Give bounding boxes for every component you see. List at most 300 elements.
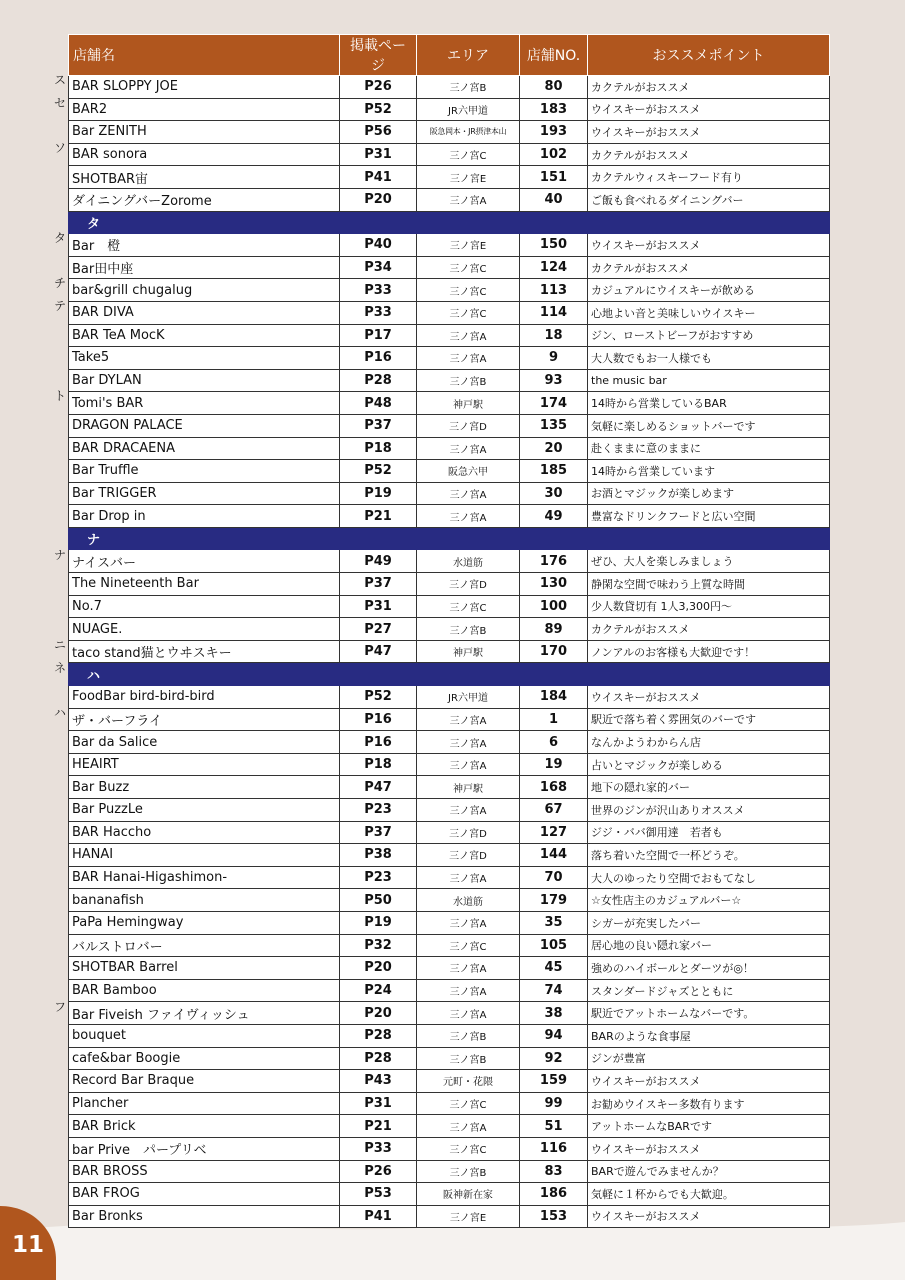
header-store-no: 店舗NO. xyxy=(520,35,588,76)
area-cell: 三ノ宮A xyxy=(417,979,520,1002)
table-row xyxy=(69,753,830,776)
store-no-cell: 185 xyxy=(520,460,588,483)
point-cell: the music bar xyxy=(588,369,830,392)
page-cell: P53 xyxy=(340,1183,417,1206)
table-row xyxy=(69,1047,830,1070)
table-row xyxy=(69,1160,830,1183)
page-cell: P34 xyxy=(340,256,417,279)
area-cell: 三ノ宮B xyxy=(417,369,520,392)
store-no-cell: 74 xyxy=(520,979,588,1002)
store-no-cell: 116 xyxy=(520,1137,588,1160)
table-row xyxy=(69,640,830,663)
store-no-cell: 144 xyxy=(520,844,588,867)
page-cell: P52 xyxy=(340,460,417,483)
table-row xyxy=(69,776,830,799)
store-no-cell: 70 xyxy=(520,866,588,889)
point-cell: ジンが豊富 xyxy=(588,1047,830,1070)
store-name-cell: SHOTBAR宙 xyxy=(69,166,340,189)
point-cell: 駅近でアットホームなバーです。 xyxy=(588,1002,830,1025)
point-cell: ご飯も食べれるダイニングバー xyxy=(588,188,830,211)
store-no-cell: 45 xyxy=(520,957,588,980)
table-row xyxy=(69,889,830,912)
table-row xyxy=(69,844,830,867)
point-cell: 心地よい音と美味しいウイスキー xyxy=(588,301,830,324)
page-cell: P20 xyxy=(340,1002,417,1025)
store-name-cell: Bar Buzz xyxy=(69,776,340,799)
table-row xyxy=(69,1205,830,1228)
table-row xyxy=(69,686,830,709)
store-no-cell: 130 xyxy=(520,573,588,596)
point-cell: 赴くままに意のままに xyxy=(588,437,830,460)
store-name-cell: ザ・バーフライ xyxy=(69,708,340,731)
table-row xyxy=(69,911,830,934)
table-row xyxy=(69,957,830,980)
point-cell: 豊富なドリンクフードと広い空間 xyxy=(588,505,830,528)
table-row xyxy=(69,595,830,618)
page-cell: P43 xyxy=(340,1070,417,1093)
point-cell: なんかようわからん店 xyxy=(588,731,830,754)
table-row xyxy=(69,301,830,324)
point-cell: 駅近で落ち着く雰囲気のバーです xyxy=(588,708,830,731)
area-cell: 三ノ宮E xyxy=(417,166,520,189)
table-row xyxy=(69,1115,830,1138)
area-cell: 阪急岡本・JR摂津本山 xyxy=(417,121,520,144)
store-no-cell: 35 xyxy=(520,911,588,934)
section-label: タ xyxy=(69,211,830,234)
page-cell: P19 xyxy=(340,911,417,934)
store-name-cell: Plancher xyxy=(69,1092,340,1115)
page-number: 11 xyxy=(11,1232,44,1258)
point-cell: カクテルがおススメ xyxy=(588,143,830,166)
store-name-cell: BAR DRACAENA xyxy=(69,437,340,460)
table-row xyxy=(69,414,830,437)
point-cell: カジュアルにウイスキーが飲める xyxy=(588,279,830,302)
store-no-cell: 1 xyxy=(520,708,588,731)
store-no-cell: 92 xyxy=(520,1047,588,1070)
store-name-cell: BAR FROG xyxy=(69,1183,340,1206)
page-cell: P52 xyxy=(340,98,417,121)
point-cell: スタンダードジャズとともに xyxy=(588,979,830,1002)
store-no-cell: 102 xyxy=(520,143,588,166)
area-cell: 三ノ宮B xyxy=(417,618,520,641)
store-name-cell: Bar PuzzLe xyxy=(69,799,340,822)
point-cell: 14時から営業しているBAR xyxy=(588,392,830,415)
table-row xyxy=(69,1070,830,1093)
area-cell: 三ノ宮D xyxy=(417,573,520,596)
store-name-cell: Tomi's BAR xyxy=(69,392,340,415)
area-cell: 三ノ宮A xyxy=(417,957,520,980)
table-row xyxy=(69,76,830,99)
store-no-cell: 100 xyxy=(520,595,588,618)
store-name-cell: Bar da Salice xyxy=(69,731,340,754)
page-cell: P26 xyxy=(340,76,417,99)
page-cell: P20 xyxy=(340,957,417,980)
page-cell: P28 xyxy=(340,1024,417,1047)
table-row xyxy=(69,256,830,279)
point-cell: カクテルがおススメ xyxy=(588,76,830,99)
section-header-row xyxy=(69,211,830,234)
store-no-cell: 151 xyxy=(520,166,588,189)
page-cell: P37 xyxy=(340,821,417,844)
table-row xyxy=(69,731,830,754)
table-row xyxy=(69,618,830,641)
store-no-cell: 20 xyxy=(520,437,588,460)
area-cell: 三ノ宮B xyxy=(417,76,520,99)
page-cell: P24 xyxy=(340,979,417,1002)
store-name-cell: taco stand猫とウヰスキー xyxy=(69,640,340,663)
table-header-row xyxy=(69,35,830,76)
page-cell: P18 xyxy=(340,437,417,460)
page-cell: P37 xyxy=(340,573,417,596)
table-row xyxy=(69,482,830,505)
point-cell: アットホームなBARです xyxy=(588,1115,830,1138)
store-no-cell: 168 xyxy=(520,776,588,799)
page-cell: P33 xyxy=(340,279,417,302)
bottom-wave xyxy=(0,1222,905,1280)
page-cell: P17 xyxy=(340,324,417,347)
store-name-cell: Take5 xyxy=(69,347,340,370)
store-name-cell: ナイスバー xyxy=(69,550,340,573)
page-cell: P47 xyxy=(340,640,417,663)
store-name-cell: BAR sonora xyxy=(69,143,340,166)
store-name-cell: FoodBar bird-bird-bird xyxy=(69,686,340,709)
area-cell: 阪急六甲 xyxy=(417,460,520,483)
page-cell: P49 xyxy=(340,550,417,573)
store-no-cell: 38 xyxy=(520,1002,588,1025)
store-name-cell: BAR Bamboo xyxy=(69,979,340,1002)
point-cell: ウイスキーがおススメ xyxy=(588,234,830,257)
point-cell: 大人数でもお一人様でも xyxy=(588,347,830,370)
area-cell: 三ノ宮C xyxy=(417,256,520,279)
index-kana: ニ xyxy=(53,638,66,652)
table-row xyxy=(69,1183,830,1206)
area-cell: 三ノ宮C xyxy=(417,934,520,957)
index-kana: ス xyxy=(53,73,66,87)
store-name-cell: bar&grill chugalug xyxy=(69,279,340,302)
point-cell: ウイスキーがおススメ xyxy=(588,1137,830,1160)
page-cell: P27 xyxy=(340,618,417,641)
area-cell: 三ノ宮B xyxy=(417,1047,520,1070)
index-kana: ソ xyxy=(53,140,66,155)
table-row xyxy=(69,550,830,573)
table-row xyxy=(69,1002,830,1025)
point-cell: 静閑な空間で味わう上質な時間 xyxy=(588,573,830,596)
bar-list-table xyxy=(68,34,830,1228)
point-cell: ウイスキーがおススメ xyxy=(588,121,830,144)
index-kana: テ xyxy=(53,299,66,313)
area-cell: 三ノ宮B xyxy=(417,1160,520,1183)
area-cell: 三ノ宮B xyxy=(417,1024,520,1047)
point-cell: お勧めウイスキー多数有ります xyxy=(588,1092,830,1115)
page-cell: P52 xyxy=(340,686,417,709)
table-row xyxy=(69,1024,830,1047)
area-cell: 三ノ宮A xyxy=(417,731,520,754)
store-name-cell: BAR BROSS xyxy=(69,1160,340,1183)
section-label: ハ xyxy=(69,663,830,686)
store-name-cell: BAR Brick xyxy=(69,1115,340,1138)
point-cell: ぜひ、大人を楽しみましょう xyxy=(588,550,830,573)
area-cell: 三ノ宮C xyxy=(417,1092,520,1115)
table-row xyxy=(69,708,830,731)
store-no-cell: 113 xyxy=(520,279,588,302)
store-name-cell: DRAGON PALACE xyxy=(69,414,340,437)
store-no-cell: 89 xyxy=(520,618,588,641)
point-cell: 強めのハイボールとダーツが◎！ xyxy=(588,957,830,980)
page-cell: P33 xyxy=(340,1137,417,1160)
store-name-cell: Bar Truffle xyxy=(69,460,340,483)
page-cell: P37 xyxy=(340,414,417,437)
area-cell: 水道筋 xyxy=(417,889,520,912)
table-row xyxy=(69,573,830,596)
section-header-row xyxy=(69,527,830,550)
table-row xyxy=(69,347,830,370)
index-kana: タ xyxy=(53,231,66,246)
table-row xyxy=(69,143,830,166)
store-no-cell: 6 xyxy=(520,731,588,754)
point-cell: 14時から営業しています xyxy=(588,460,830,483)
area-cell: 三ノ宮A xyxy=(417,1115,520,1138)
area-cell: 三ノ宮A xyxy=(417,188,520,211)
store-name-cell: cafe&bar Boogie xyxy=(69,1047,340,1070)
store-name-cell: Bar Drop in xyxy=(69,505,340,528)
area-cell: 三ノ宮C xyxy=(417,1137,520,1160)
store-name-cell: ダイニングバーZorome xyxy=(69,188,340,211)
table-row xyxy=(69,121,830,144)
table-row xyxy=(69,369,830,392)
table-row xyxy=(69,279,830,302)
page-cell: P41 xyxy=(340,166,417,189)
table-row xyxy=(69,821,830,844)
area-cell: 神戸駅 xyxy=(417,392,520,415)
area-cell: 三ノ宮A xyxy=(417,437,520,460)
store-name-cell: BAR Haccho xyxy=(69,821,340,844)
table-row xyxy=(69,392,830,415)
store-no-cell: 51 xyxy=(520,1115,588,1138)
store-no-cell: 19 xyxy=(520,753,588,776)
area-cell: 元町・花隈 xyxy=(417,1070,520,1093)
page-cell: P31 xyxy=(340,143,417,166)
table-row xyxy=(69,166,830,189)
point-cell: 地下の隠れ家的バー xyxy=(588,776,830,799)
store-name-cell: Bar DYLAN xyxy=(69,369,340,392)
store-no-cell: 9 xyxy=(520,347,588,370)
page-cell: P21 xyxy=(340,1115,417,1138)
area-cell: JR六甲道 xyxy=(417,98,520,121)
point-cell: 気軽に１杯からでも大歓迎。 xyxy=(588,1183,830,1206)
page-cell: P31 xyxy=(340,1092,417,1115)
page-cell: P33 xyxy=(340,301,417,324)
table-row xyxy=(69,799,830,822)
area-cell: 神戸駅 xyxy=(417,640,520,663)
table-row xyxy=(69,188,830,211)
table-row xyxy=(69,437,830,460)
page-cell: P31 xyxy=(340,595,417,618)
page-cell: P23 xyxy=(340,799,417,822)
page-cell: P23 xyxy=(340,866,417,889)
store-no-cell: 193 xyxy=(520,121,588,144)
table-row xyxy=(69,234,830,257)
index-kana: ナ xyxy=(53,547,66,562)
table-row xyxy=(69,460,830,483)
section-label: ナ xyxy=(69,527,830,550)
store-name-cell: BAR DIVA xyxy=(69,301,340,324)
point-cell: お酒とマジックが楽しめます xyxy=(588,482,830,505)
store-name-cell: HANAI xyxy=(69,844,340,867)
index-kana: ト xyxy=(53,389,66,404)
area-cell: 三ノ宮A xyxy=(417,911,520,934)
store-no-cell: 83 xyxy=(520,1160,588,1183)
page-cell: P56 xyxy=(340,121,417,144)
point-cell: ジジ・ババ御用達 若者も xyxy=(588,821,830,844)
table-body xyxy=(69,76,830,1228)
table-row xyxy=(69,98,830,121)
store-no-cell: 124 xyxy=(520,256,588,279)
page-cell: P16 xyxy=(340,347,417,370)
area-cell: JR六甲道 xyxy=(417,686,520,709)
point-cell: ウイスキーがおススメ xyxy=(588,1070,830,1093)
area-cell: 三ノ宮A xyxy=(417,866,520,889)
store-no-cell: 18 xyxy=(520,324,588,347)
store-no-cell: 186 xyxy=(520,1183,588,1206)
point-cell: ウイスキーがおススメ xyxy=(588,686,830,709)
page-cell: P41 xyxy=(340,1205,417,1228)
area-cell: 三ノ宮A xyxy=(417,753,520,776)
point-cell: 少人数貸切有 1人3,300円～ xyxy=(588,595,830,618)
store-name-cell: BAR TeA MocK xyxy=(69,324,340,347)
store-no-cell: 40 xyxy=(520,188,588,211)
store-name-cell: BAR Hanai-Higashimon- xyxy=(69,866,340,889)
store-no-cell: 105 xyxy=(520,934,588,957)
area-cell: 三ノ宮C xyxy=(417,279,520,302)
store-name-cell: Bar Fiveish ファイヴィッシュ xyxy=(69,1002,340,1025)
page-cell: P40 xyxy=(340,234,417,257)
point-cell: ☆女性店主のカジュアルバー☆ xyxy=(588,889,830,912)
point-cell: 大人のゆったり空間でおもてなし xyxy=(588,866,830,889)
area-cell: 三ノ宮A xyxy=(417,482,520,505)
area-cell: 三ノ宮D xyxy=(417,414,520,437)
index-kana: フ xyxy=(53,999,66,1014)
page-cell: P50 xyxy=(340,889,417,912)
area-cell: 三ノ宮D xyxy=(417,821,520,844)
store-name-cell: Bar ZENITH xyxy=(69,121,340,144)
store-name-cell: HEAIRT xyxy=(69,753,340,776)
header-page: 掲載ページ xyxy=(340,35,417,76)
store-no-cell: 174 xyxy=(520,392,588,415)
page-cell: P21 xyxy=(340,505,417,528)
store-name-cell: bar Prive パープリベ xyxy=(69,1137,340,1160)
point-cell: BARで遊んでみませんか？ xyxy=(588,1160,830,1183)
area-cell: 三ノ宮A xyxy=(417,1002,520,1025)
index-kana: ネ xyxy=(53,660,66,675)
store-no-cell: 49 xyxy=(520,505,588,528)
store-no-cell: 153 xyxy=(520,1205,588,1228)
store-no-cell: 30 xyxy=(520,482,588,505)
header-area: エリア xyxy=(417,35,520,76)
store-name-cell: Bar田中座 xyxy=(69,256,340,279)
page-cell: P28 xyxy=(340,369,417,392)
table-row xyxy=(69,505,830,528)
page-cell: P18 xyxy=(340,753,417,776)
table-row xyxy=(69,324,830,347)
section-header-row xyxy=(69,663,830,686)
point-cell: 占いとマジックが楽しめる xyxy=(588,753,830,776)
area-cell: 三ノ宮A xyxy=(417,799,520,822)
index-kana: チ xyxy=(53,276,66,291)
area-cell: 三ノ宮E xyxy=(417,1205,520,1228)
point-cell: 気軽に楽しめるショットバーです xyxy=(588,414,830,437)
store-no-cell: 114 xyxy=(520,301,588,324)
store-name-cell: Bar Bronks xyxy=(69,1205,340,1228)
point-cell: カクテルウィスキーフード有り xyxy=(588,166,830,189)
store-name-cell: Bar 橙 xyxy=(69,234,340,257)
area-cell: 三ノ宮C xyxy=(417,595,520,618)
area-cell: 三ノ宮C xyxy=(417,301,520,324)
store-name-cell: Record Bar Braque xyxy=(69,1070,340,1093)
page-cell: P19 xyxy=(340,482,417,505)
area-cell: 三ノ宮A xyxy=(417,324,520,347)
store-no-cell: 99 xyxy=(520,1092,588,1115)
area-cell: 三ノ宮C xyxy=(417,143,520,166)
page-cell: P28 xyxy=(340,1047,417,1070)
store-name-cell: BAR SLOPPY JOE xyxy=(69,76,340,99)
point-cell: 世界のジンが沢山ありオススメ xyxy=(588,799,830,822)
store-no-cell: 127 xyxy=(520,821,588,844)
index-kana: ハ xyxy=(53,705,66,720)
point-cell: シガーが充実したバー xyxy=(588,911,830,934)
table-row xyxy=(69,1137,830,1160)
area-cell: 三ノ宮A xyxy=(417,708,520,731)
page-cell: P48 xyxy=(340,392,417,415)
store-name-cell: SHOTBAR Barrel xyxy=(69,957,340,980)
area-cell: 三ノ宮D xyxy=(417,844,520,867)
store-no-cell: 159 xyxy=(520,1070,588,1093)
area-cell: 水道筋 xyxy=(417,550,520,573)
area-cell: 三ノ宮A xyxy=(417,347,520,370)
area-cell: 三ノ宮E xyxy=(417,234,520,257)
store-no-cell: 150 xyxy=(520,234,588,257)
page-cell: P47 xyxy=(340,776,417,799)
store-no-cell: 170 xyxy=(520,640,588,663)
table-row xyxy=(69,1092,830,1115)
store-name-cell: NUAGE. xyxy=(69,618,340,641)
store-name-cell: BAR2 xyxy=(69,98,340,121)
store-name-cell: The Nineteenth Bar xyxy=(69,573,340,596)
store-name-cell: bananafish xyxy=(69,889,340,912)
point-cell: ウイスキーがおススメ xyxy=(588,1205,830,1228)
header-point: おススメポイント xyxy=(588,35,830,76)
page-cell: P26 xyxy=(340,1160,417,1183)
page-cell: P38 xyxy=(340,844,417,867)
table-row xyxy=(69,979,830,1002)
index-kana: セ xyxy=(53,95,66,110)
store-no-cell: 176 xyxy=(520,550,588,573)
store-name-cell: No.7 xyxy=(69,595,340,618)
store-name-cell: バルストロバー xyxy=(69,934,340,957)
page-cell: P16 xyxy=(340,708,417,731)
store-no-cell: 67 xyxy=(520,799,588,822)
point-cell: カクテルがおススメ xyxy=(588,256,830,279)
store-name-cell: Bar TRIGGER xyxy=(69,482,340,505)
store-no-cell: 183 xyxy=(520,98,588,121)
store-no-cell: 179 xyxy=(520,889,588,912)
store-name-cell: bouquet xyxy=(69,1024,340,1047)
point-cell: BARのような食事屋 xyxy=(588,1024,830,1047)
store-no-cell: 93 xyxy=(520,369,588,392)
point-cell: カクテルがおススメ xyxy=(588,618,830,641)
table-row xyxy=(69,934,830,957)
table-row xyxy=(69,866,830,889)
page-cell: P32 xyxy=(340,934,417,957)
